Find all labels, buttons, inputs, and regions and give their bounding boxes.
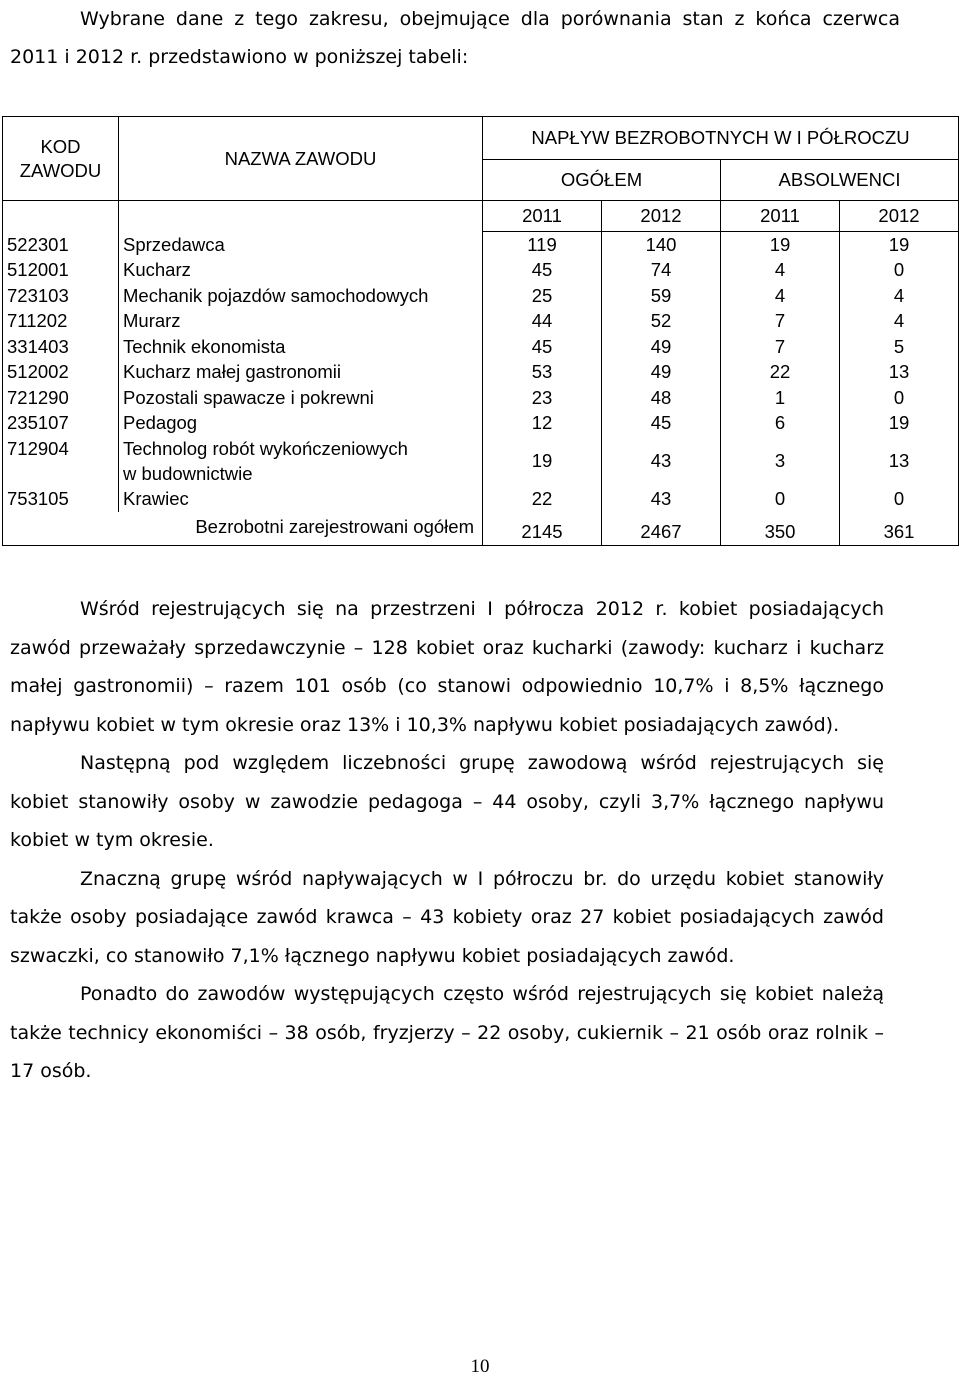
cell-kod: 512002: [3, 360, 119, 386]
cell-kod: 723103: [3, 283, 119, 309]
cell-value: 0: [721, 486, 840, 512]
cell-value: 3: [721, 436, 840, 486]
table-row: [3, 360, 959, 386]
cell-value: 45: [483, 258, 602, 284]
paragraph: Wśród rejestrujących się na przestrzeni I półrocza 2012 r. kobiet posiadających zawód przeważały sprzedawczynie – 128 kobiet oraz kucharki (zawody: kucharz i kucharz małej gastronomii) – razem 101 osób (co stanowi odpowiednio 10,7% i 8,5% łącznego napływu kobiet w tym okresie oraz 13% i 10,3% napływu kobiet posiadających zawód).: [10, 598, 884, 736]
header-year: 2012: [840, 201, 959, 232]
header-nazwa: NAZWA ZAWODU: [119, 117, 483, 201]
cell-kod: 711202: [3, 309, 119, 335]
table-row: [3, 334, 959, 360]
cell-nazwa: [119, 436, 483, 486]
cell-value: 48: [602, 385, 721, 411]
table-row: [3, 486, 959, 512]
cell-value: 7: [721, 334, 840, 360]
cell-nazwa: Pedagog: [119, 411, 483, 437]
header-year: 2011: [483, 201, 602, 232]
cell-value: 49: [602, 360, 721, 386]
cell-value: 74: [602, 258, 721, 284]
cell-value: 12: [483, 411, 602, 437]
cell-kod: 712904: [3, 436, 119, 486]
cell-value: 49: [602, 334, 721, 360]
cell-value: 119: [483, 232, 602, 258]
cell-value: 4: [721, 283, 840, 309]
intro-text: [10, 0, 900, 76]
cell-kod: 753105: [3, 486, 119, 512]
total-value: 361: [840, 512, 959, 546]
paragraph: Następną pod względem liczebności grupę zawodową wśród rejestrujących się kobiet stanowiły osoby w zawodzie pedagoga – 44 osoby, czyli 3,7% łącznego napływu kobiet w tym okresie.: [10, 752, 884, 851]
cell-value: 19: [840, 411, 959, 437]
cell-value: 19: [721, 232, 840, 258]
total-value: 350: [721, 512, 840, 546]
cell-kod: 721290: [3, 385, 119, 411]
cell-value: 7: [721, 309, 840, 335]
paragraph: Znaczną grupę wśród napływających w I półroczu br. do urzędu kobiet stanowiły także osoby posiadające zawód krawca – 43 kobiety oraz 27 kobiet posiadających zawód szwaczki, co stanowiło 7,1% łącznego napływu kobiet posiadających zawód.: [10, 867, 884, 967]
total-label: Bezrobotni zarejestrowani ogółem: [3, 512, 483, 546]
cell-value: 13: [840, 436, 959, 486]
total-value: 2467: [602, 512, 721, 546]
cell-value: 19: [483, 436, 602, 486]
cell-kod: 235107: [3, 411, 119, 437]
cell-value: 25: [483, 283, 602, 309]
header-blank-kod: [3, 201, 119, 232]
intro-line-1: Wybrane dane z tego zakresu, obejmujące dla porównania stan z końca czerwca: [80, 8, 900, 30]
cell-nazwa: Mechanik pojazdów samochodowych: [119, 283, 483, 309]
cell-nazwa: Murarz: [119, 309, 483, 335]
cell-value: 22: [721, 360, 840, 386]
body-text: [10, 590, 884, 1091]
cell-value: 43: [602, 436, 721, 486]
cell-value: 0: [840, 486, 959, 512]
cell-value: 140: [602, 232, 721, 258]
table-row: [3, 258, 959, 284]
cell-nazwa: Krawiec: [119, 486, 483, 512]
header-blank-nazwa: [119, 201, 483, 232]
table-total-row: [3, 512, 959, 546]
cell-value: 53: [483, 360, 602, 386]
cell-kod: 522301: [3, 232, 119, 258]
cell-value: 44: [483, 309, 602, 335]
cell-value: 52: [602, 309, 721, 335]
header-year: 2012: [602, 201, 721, 232]
cell-value: 0: [840, 385, 959, 411]
header-ogolem: OGÓŁEM: [483, 160, 721, 201]
cell-nazwa: Kucharz: [119, 258, 483, 284]
cell-value: 6: [721, 411, 840, 437]
page-number: 10: [470, 1356, 490, 1377]
cell-value: 4: [840, 309, 959, 335]
header-naplyw: NAPŁYW BEZROBOTNYCH W I PÓŁROCZU: [483, 117, 959, 160]
cell-value: 0: [840, 258, 959, 284]
cell-value: 1: [721, 385, 840, 411]
cell-nazwa: Technik ekonomista: [119, 334, 483, 360]
table-row: [3, 436, 959, 486]
occupation-table: [2, 116, 959, 546]
cell-nazwa: Pozostali spawacze i pokrewni: [119, 385, 483, 411]
cell-nazwa: Kucharz małej gastronomii: [119, 360, 483, 386]
table-row: [3, 411, 959, 437]
cell-nazwa: Sprzedawca: [119, 232, 483, 258]
header-kod: KOD ZAWODU: [3, 117, 119, 201]
cell-value: 43: [602, 486, 721, 512]
table-row: [3, 232, 959, 258]
paragraph: Ponadto do zawodów występujących często wśród rejestrujących się kobiet należą także technicy ekonomiści – 38 osób, fryzjerzy – 22 osoby, cukiernik – 21 osób oraz rolnik – 17 osób.: [10, 983, 884, 1082]
header-absolwenci: ABSOLWENCI: [721, 160, 959, 201]
cell-kod: 512001: [3, 258, 119, 284]
cell-kod: 331403: [3, 334, 119, 360]
cell-nazwa-line-2: w budownictwie: [123, 463, 253, 484]
table-row: [3, 309, 959, 335]
cell-value: 13: [840, 360, 959, 386]
cell-value: 45: [483, 334, 602, 360]
cell-value: 23: [483, 385, 602, 411]
cell-value: 45: [602, 411, 721, 437]
cell-value: 59: [602, 283, 721, 309]
total-value: 2145: [483, 512, 602, 546]
cell-value: 19: [840, 232, 959, 258]
intro-line-2: 2011 i 2012 r. przedstawiono w poniższej tabeli:: [10, 46, 469, 68]
cell-value: 4: [840, 283, 959, 309]
cell-value: 4: [721, 258, 840, 284]
header-year: 2011: [721, 201, 840, 232]
cell-value: 22: [483, 486, 602, 512]
cell-value: 5: [840, 334, 959, 360]
table-row: [3, 283, 959, 309]
cell-nazwa-line-1: Technolog robót wykończeniowych: [123, 438, 408, 459]
table-row: [3, 385, 959, 411]
